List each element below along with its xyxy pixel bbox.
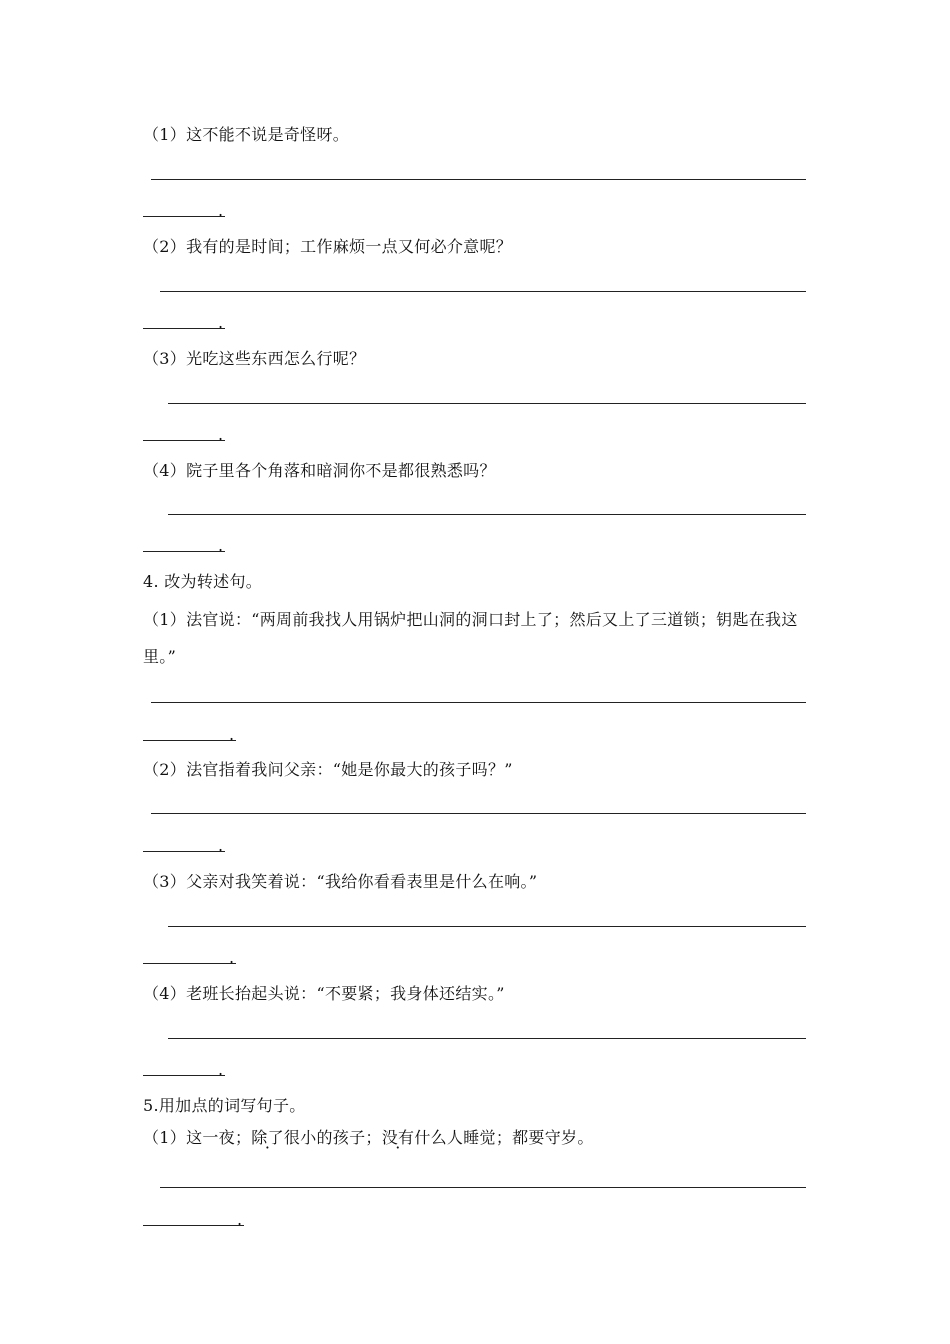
q3-item-2: （2）我有的是时间；工作麻烦一点又何必介意呢？	[143, 237, 513, 256]
answer-line-short[interactable]	[143, 328, 225, 329]
answer-line[interactable]	[168, 403, 806, 404]
answer-line-short[interactable]	[143, 740, 236, 741]
q4-item-1-line2: 里。”	[143, 647, 177, 666]
answer-line[interactable]	[160, 291, 806, 292]
answer-line[interactable]	[151, 702, 806, 703]
q5-item-1-part-c: 什么人睡觉；都要守岁。	[414, 1128, 594, 1147]
q3-item-1: （1）这不能不说是奇怪呀。	[143, 125, 350, 144]
q5-title: 5.用加点的词写句子。	[143, 1096, 306, 1115]
q4-item-1-line1: （1）法官说：“两周前我找人用锅炉把山洞的洞口封上了；然后又上了三道锁；钥匙在我这	[143, 610, 798, 629]
answer-line[interactable]	[160, 1187, 806, 1188]
answer-line[interactable]	[151, 813, 806, 814]
answer-line-short[interactable]	[143, 551, 225, 552]
emphasized-word-chule: 除了	[251, 1128, 284, 1147]
period: .	[218, 201, 224, 220]
answer-line-short[interactable]	[143, 963, 236, 964]
q4-item-3: （3）父亲对我笑着说：“我给你看看表里是什么在响。”	[143, 872, 538, 891]
answer-line-short[interactable]	[143, 1225, 244, 1226]
answer-line[interactable]	[151, 179, 806, 180]
answer-line-short[interactable]	[143, 440, 225, 441]
period: .	[237, 1210, 243, 1229]
period: .	[218, 536, 224, 555]
period: .	[218, 836, 224, 855]
period: .	[229, 948, 235, 967]
q4-item-4: （4）老班长抬起头说：“不要紧；我身体还结实。”	[143, 984, 505, 1003]
q3-item-4: （4）院子里各个角落和暗洞你不是都很熟悉吗？	[143, 461, 496, 480]
answer-line[interactable]	[168, 514, 806, 515]
period: .	[229, 725, 235, 744]
answer-line-short[interactable]	[143, 851, 225, 852]
answer-line-short[interactable]	[143, 1075, 225, 1076]
answer-line-short[interactable]	[143, 216, 225, 217]
q5-item-1-part-b: 很小的孩子；	[283, 1128, 382, 1147]
emphasized-word-meiyou: 没有	[381, 1128, 415, 1147]
period: .	[218, 425, 224, 444]
q5-item-1	[143, 1128, 594, 1148]
period: .	[218, 313, 224, 332]
answer-line[interactable]	[168, 1038, 806, 1039]
q4-title: 4. 改为转述句。	[143, 572, 263, 591]
q3-item-3: （3）光吃这些东西怎么行呢？	[143, 349, 366, 368]
q4-item-2: （2）法官指着我问父亲：“她是你最大的孩子吗？”	[143, 760, 513, 779]
q5-item-1-part-a: （1）这一夜；	[143, 1128, 252, 1147]
period: .	[218, 1060, 224, 1079]
answer-line[interactable]	[168, 926, 806, 927]
